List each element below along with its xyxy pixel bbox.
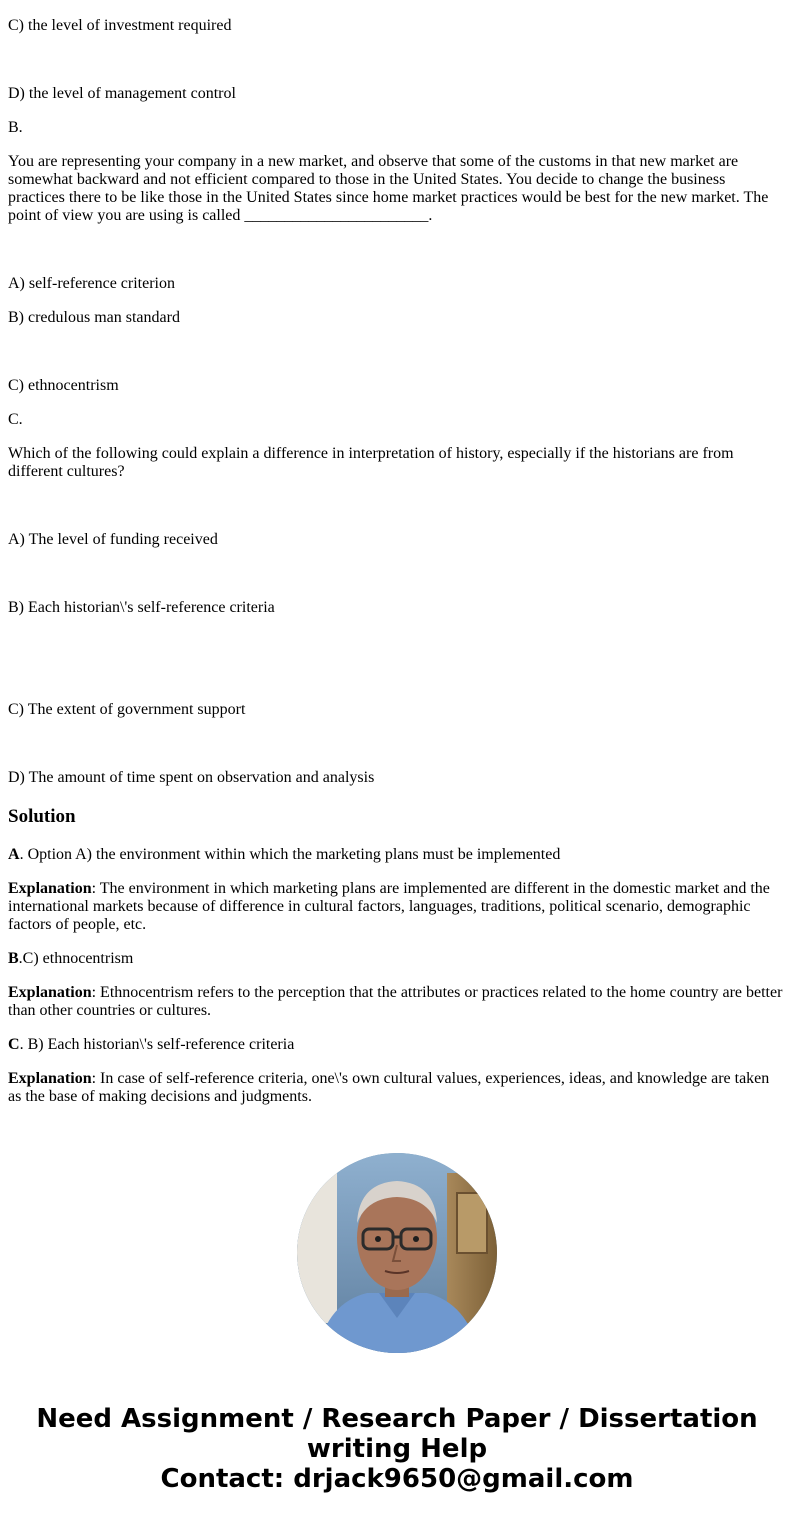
question-c-option-b: B) Each historian\'s self-reference criteria (8, 599, 275, 616)
question-c-label: C. (8, 411, 23, 428)
promo-contact: Contact: drjack9650@gmail.com (160, 1464, 634, 1494)
solution-b-answer: .C) ethnocentrism (18, 950, 134, 967)
solution-c (8, 1036, 786, 1054)
solution-a-answer: . Option A) the environment within which the marketing plans must be implemented (19, 846, 561, 863)
solution-a-label: A (8, 846, 20, 863)
solution-b (8, 950, 786, 968)
solution-b-label: B (8, 950, 19, 967)
solution-b-explanation (8, 984, 786, 1020)
solution-c-explanation-text: : In case of self-reference criteria, one\'s own cultural values, experiences, ideas, and knowledge are taken as the base of making decisions and judgments. (8, 1070, 770, 1105)
solution-a-explanation (8, 880, 786, 934)
author-portrait (297, 1153, 497, 1353)
explanation-label: Explanation (8, 984, 92, 1001)
question-c-option-c: C) The extent of government support (8, 701, 246, 718)
solution-c-explanation (8, 1070, 786, 1106)
question-a-option-d: D) the level of management control (8, 85, 236, 102)
solution-a-explanation-text: : The environment in which marketing plans are implemented are different in the domestic market and the international markets because of difference in cultural factors, languages, traditions, political scenario, demographic factors of people, etc. (8, 880, 770, 933)
question-b-option-b: B) credulous man standard (8, 309, 180, 326)
explanation-label: Explanation (8, 1070, 92, 1087)
solution-a (8, 846, 786, 864)
question-b-option-a: A) self-reference criterion (8, 275, 175, 292)
question-c-text: Which of the following could explain a difference in interpretation of history, especially if the historians are from different cultures? (8, 445, 734, 480)
promo-line-1: Need Assignment / Research Paper / Dissertation (36, 1404, 758, 1434)
solution-c-label: C (8, 1036, 20, 1053)
question-b-label: B. (8, 119, 23, 136)
question-b-option-c: C) ethnocentrism (8, 377, 119, 394)
solution-b-explanation-text: : Ethnocentrism refers to the perception that the attributes or practices related to the home country are better than other countries or cultures. (8, 984, 783, 1019)
question-a-option-c: C) the level of investment required (8, 17, 232, 34)
promo-line-2: writing Help (306, 1434, 488, 1464)
solution-c-answer: . B) Each historian\'s self-reference criteria (19, 1036, 295, 1053)
explanation-label: Explanation (8, 880, 92, 897)
solution-heading: Solution (8, 806, 76, 827)
author-avatar (297, 1153, 497, 1353)
question-c-option-d: D) The amount of time spent on observation and analysis (8, 769, 375, 786)
promo-banner (0, 1404, 794, 1494)
question-c-option-a: A) The level of funding received (8, 531, 218, 548)
question-b-text: You are representing your company in a new market, and observe that some of the customs in that new market are somewhat backward and not efficient compared to those in the United States. You decide to change the business practices there to be like those in the United States since home market practices would be best for the new market. The point of view you are using is called _______________________. (8, 153, 769, 224)
